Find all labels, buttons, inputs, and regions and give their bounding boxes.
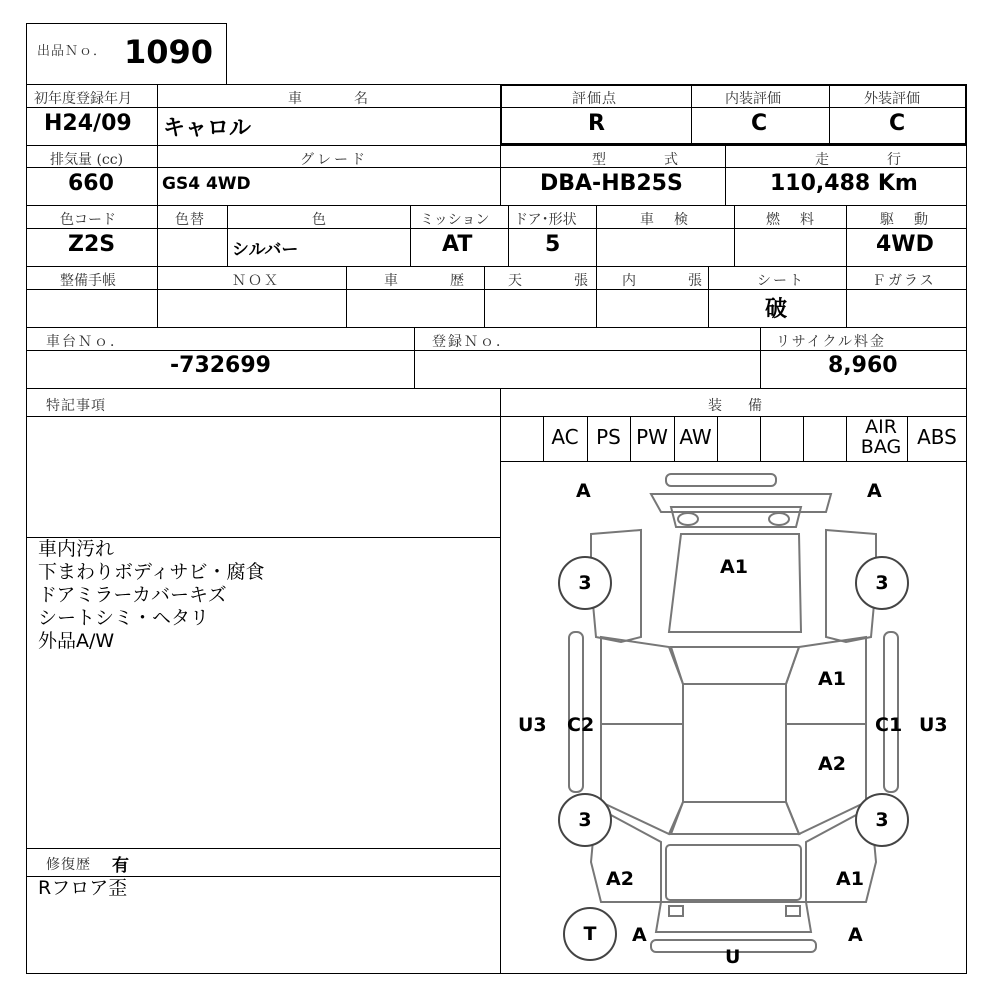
mark-tire-front-left: 3 <box>558 556 612 610</box>
car-name-value: キャロル <box>163 116 252 141</box>
recolor-label: 色替 <box>175 212 205 228</box>
lot-label: 出品Ｎｏ． <box>37 44 108 59</box>
note-line: 外品A/W <box>38 630 115 652</box>
equipment-item-pw: PW <box>636 425 668 449</box>
drive-value: 4WD <box>876 232 934 257</box>
interior-score-value: C <box>751 111 768 136</box>
mark-right-rear-door: A2 <box>818 753 846 775</box>
repair-line: Rフロア歪 <box>38 877 128 899</box>
interior-score-label: 内装評価 <box>725 91 781 107</box>
equipment-item-aw: AW <box>679 425 712 449</box>
drive-label: 駆 動 <box>880 212 931 228</box>
door-label: ドア･形状 <box>514 212 577 228</box>
roof-lining-label: 天 張 <box>508 273 596 289</box>
mark-tire-rear-right: 3 <box>855 793 909 847</box>
grade-label: グレード <box>300 152 368 168</box>
reg-date-value: H24/09 <box>44 111 132 136</box>
exterior-score-label: 外装評価 <box>864 91 920 107</box>
mark-tire-front-right: 3 <box>855 556 909 610</box>
color-value: シルバー <box>232 240 299 260</box>
front-glass-label: Ｆガラス <box>872 273 936 289</box>
color-code-label: 色コード <box>60 212 116 228</box>
mark-rear-right-quarter: A1 <box>836 868 864 890</box>
color-code-value: Z2S <box>68 232 116 257</box>
color-label: 色 <box>312 212 327 228</box>
model-label: 型 式 <box>592 152 688 168</box>
mark-right-side-u: U3 <box>919 714 948 736</box>
reg-date-label: 初年度登録年月 <box>34 91 132 107</box>
seat-label: シート <box>757 273 805 289</box>
history-label: 車 歴 <box>384 273 472 289</box>
mission-value: AT <box>442 232 473 257</box>
mark-front-left: A <box>576 480 591 502</box>
seat-value: 破 <box>765 297 788 322</box>
car-name-label: 車 名 <box>288 91 376 107</box>
mark-bottom: U <box>725 946 741 968</box>
model-value: DBA-HB25S <box>540 171 683 196</box>
lot-number: 1090 <box>124 33 214 71</box>
mark-hood: A1 <box>720 556 748 578</box>
equipment-item-ps: PS <box>596 425 621 449</box>
notes-label: 特記事項 <box>46 398 106 414</box>
mark-rear-left-quarter: A2 <box>606 868 634 890</box>
exterior-score-value: C <box>889 111 906 136</box>
chassis-label: 車台Ｎｏ． <box>46 334 126 350</box>
door-value: 5 <box>545 232 561 257</box>
displacement-value: 660 <box>68 171 114 196</box>
mark-front-right: A <box>867 480 882 502</box>
note-line: 下まわりボディサビ・腐食 <box>38 561 265 583</box>
mark-right-front-door: A1 <box>818 668 846 690</box>
mark-rear-right: A <box>848 924 863 946</box>
repair-history-value: 有 <box>112 856 129 876</box>
mark-tire-rear-left: 3 <box>558 793 612 847</box>
recycle-fee-label: リサイクル料金 <box>776 334 887 350</box>
displacement-label: 排気量 (cc) <box>50 152 124 168</box>
equipment-item-abs: ABS <box>917 425 957 449</box>
reg-number-label: 登録Ｎｏ． <box>432 334 512 350</box>
inspection-label: 車 検 <box>640 212 691 228</box>
nox-label: ＮＯＸ <box>232 273 280 289</box>
equipment-item-ac: AC <box>551 425 579 449</box>
mission-label: ミッション <box>420 212 490 228</box>
maintenance-book-label: 整備手帳 <box>60 273 116 289</box>
mark-trunk: T <box>563 907 617 961</box>
fuel-label: 燃 料 <box>766 212 817 228</box>
note-line: 車内汚れ <box>38 538 115 560</box>
mileage-value: 110,488 Km <box>770 171 918 196</box>
mark-left-side-c: C2 <box>567 714 595 736</box>
mark-rear-left: A <box>632 924 647 946</box>
score-label: 評価点 <box>572 91 617 107</box>
note-line: ドアミラーカバーキズ <box>38 584 227 606</box>
mark-left-side-u: U3 <box>518 714 547 736</box>
mark-right-side-c: C1 <box>875 714 903 736</box>
chassis-value: -732699 <box>170 353 271 378</box>
mileage-label: 走 行 <box>815 152 911 168</box>
score-value: R <box>588 111 605 136</box>
grade-value: GS4 4WD <box>162 174 251 194</box>
repair-history-label: 修復歴 <box>46 857 91 873</box>
equipment-label: 装 備 <box>708 398 768 414</box>
recycle-fee-value: 8,960 <box>828 353 898 378</box>
interior-lining-label: 内 張 <box>622 273 710 289</box>
equipment-item-airbag: AIR BAG <box>860 416 902 458</box>
lot-box <box>26 23 227 84</box>
note-line: シートシミ・ヘタリ <box>38 607 210 629</box>
